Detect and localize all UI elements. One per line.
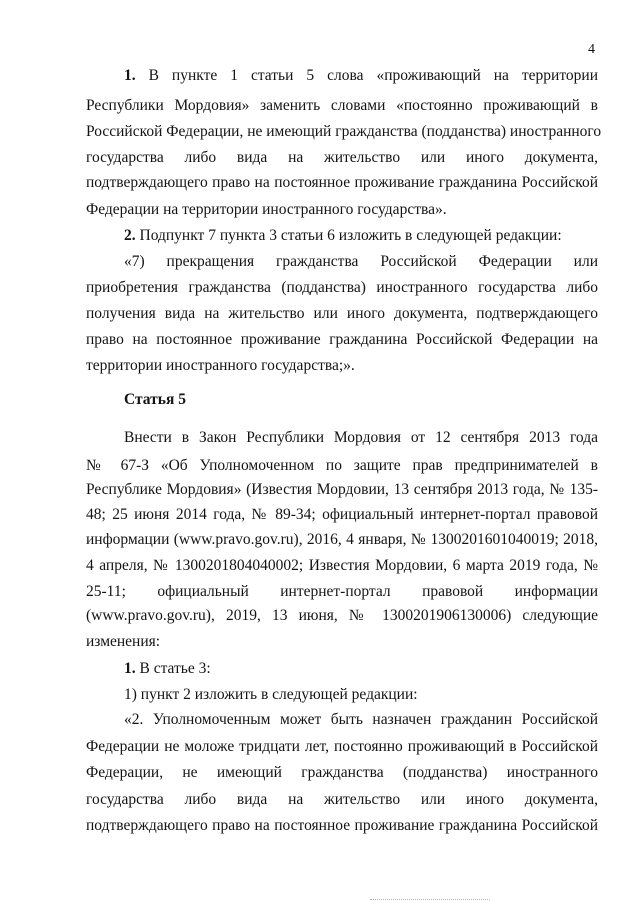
quote-2-line: подтверждающего право на постоянное проживание гражданина Российской bbox=[86, 817, 598, 834]
sub-item-1: 1) пункт 2 изложить в следующей редакции: bbox=[124, 686, 418, 703]
paragraph-line-last: Федерации на территории иностранного государства». bbox=[86, 201, 447, 218]
article-intro-line: № 67-З «Об Уполномоченном по защите прав предпринимателей в bbox=[86, 457, 598, 474]
item-1-line bbox=[124, 66, 598, 86]
quote-2-line: Федерации не моложе тридцати лет, постоянно проживающий в Российской bbox=[86, 738, 598, 755]
article-intro-line: 25-11; официальный интернет-портал правовой информации bbox=[86, 583, 598, 600]
quote-line-last: территории иностранного государства;». bbox=[86, 357, 355, 374]
paragraph-line: государства либо вида на жительство или иного документа, bbox=[86, 149, 598, 166]
article-intro-line: (www.pravo.gov.ru), 2019, 13 июня, № 1300201906130006) следующие bbox=[86, 607, 598, 624]
paragraph-line: Российской Федерации, не имеющий гражданства (подданства) иностранного bbox=[86, 123, 602, 140]
article-intro-line: Республике Мордовия» (Известия Мордовии, 13 сентября 2013 года, № 135- bbox=[86, 481, 598, 498]
article-intro-line: 4 апреля, № 1300201804040002; Известия Мордовии, 6 марта 2019 года, № bbox=[86, 557, 598, 574]
quote-line: получения вида на жительство или иного документа, подтверждающего bbox=[86, 305, 598, 322]
quote-line: «7) прекращения гражданства Российской Федерации или bbox=[124, 253, 598, 270]
article-intro-line: Внести в Закон Республики Мордовия от 12 сентября 2013 года bbox=[124, 429, 598, 446]
article-item-1 bbox=[124, 659, 211, 679]
article-heading: Статья 5 bbox=[124, 391, 186, 408]
paragraph-line: подтверждающего право на постоянное проживание гражданина Российской bbox=[86, 174, 598, 191]
quote-2-line: Федерации, не имеющий гражданства (подданства) иностранного bbox=[86, 764, 598, 781]
article-intro-line: информации (www.pravo.gov.ru), 2016, 4 января, № 1300201601040019; 2018, bbox=[86, 531, 598, 548]
page-number: 4 bbox=[588, 42, 595, 57]
scan-artifact bbox=[370, 893, 490, 900]
item-2-number: 2. bbox=[124, 227, 136, 244]
item-1-text: В пункте 1 статьи 5 слова «проживающий на территории bbox=[148, 67, 598, 84]
article-item-1-number: 1. bbox=[124, 660, 136, 677]
article-item-1-text: В статье 3: bbox=[139, 660, 211, 677]
item-2-text: Подпункт 7 пункта 3 статьи 6 изложить в следующей редакции: bbox=[139, 227, 562, 244]
item-2-line bbox=[124, 226, 562, 246]
article-intro-line: 48; 25 июня 2014 года, № 89-34; официальный интернет-портал правовой bbox=[86, 506, 598, 523]
quote-2-line: государства либо вида на жительство или иного документа, bbox=[86, 791, 598, 808]
quote-line: право на постоянное проживание гражданина Российской Федерации на bbox=[86, 331, 598, 348]
item-1-number: 1. bbox=[124, 67, 136, 84]
quote-2-line: «2. Уполномоченным может быть назначен гражданин Российской bbox=[124, 711, 598, 728]
quote-line: приобретения гражданства (подданства) иностранного государства либо bbox=[86, 279, 598, 296]
paragraph-line: Республики Мордовия» заменить словами «постоянно проживающий в bbox=[86, 97, 598, 114]
article-intro-line-last: изменения: bbox=[86, 633, 161, 650]
